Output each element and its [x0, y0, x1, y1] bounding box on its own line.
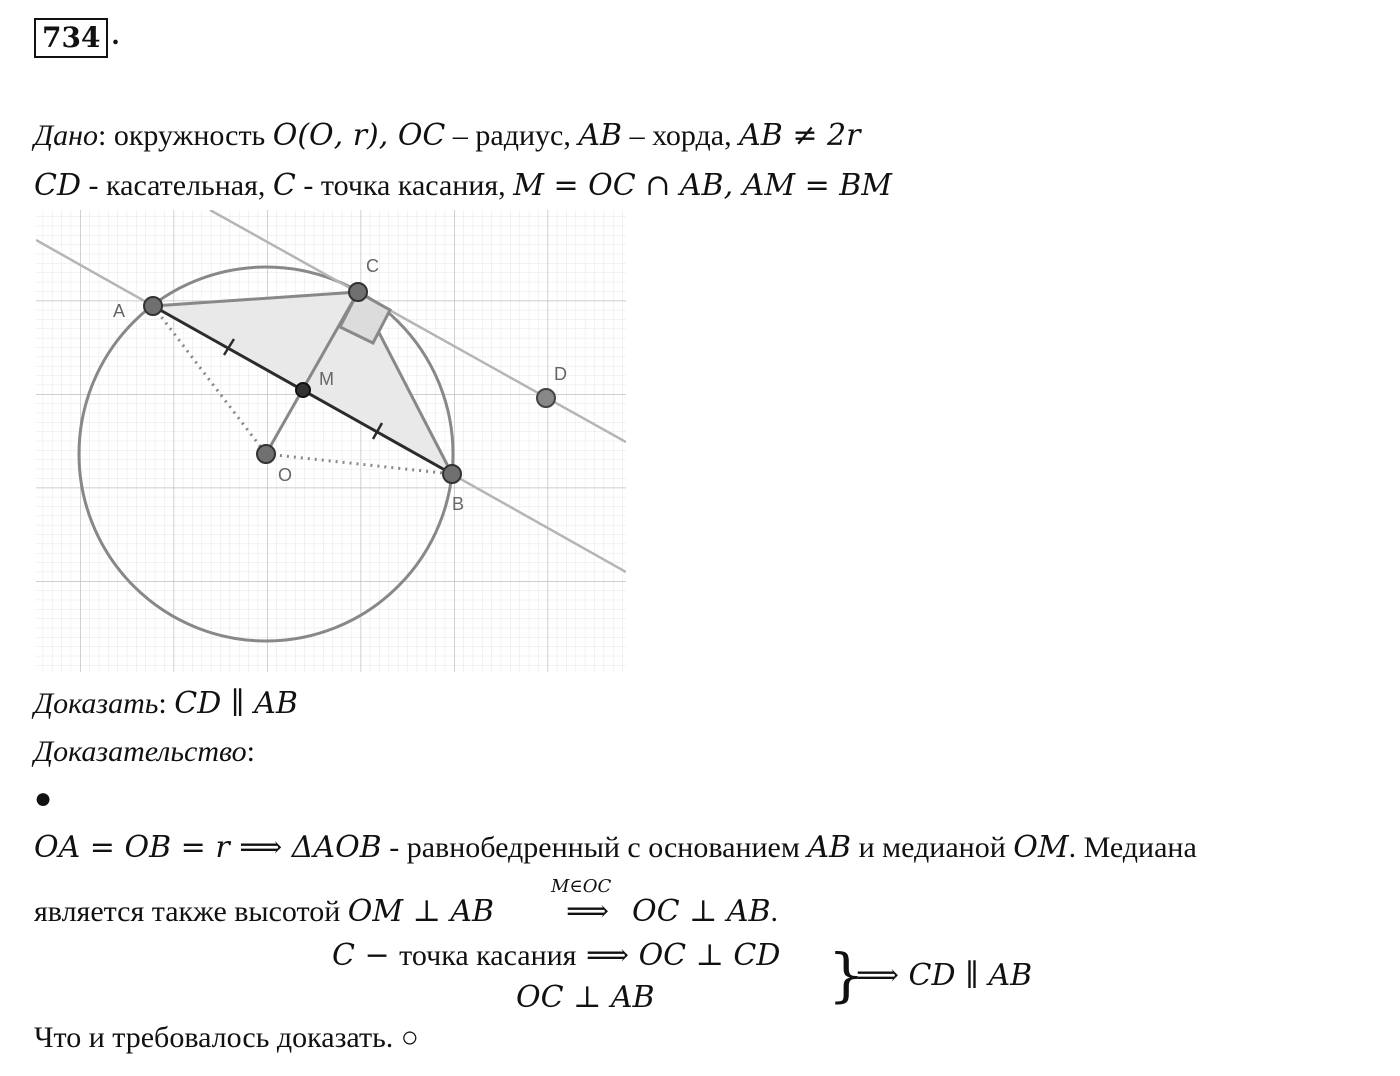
proof-math: 𝐴𝐵: [807, 830, 852, 865]
proof-text: - равнобедренный с основанием: [381, 831, 808, 864]
proof-math: 𝐶 −: [332, 938, 400, 973]
given-text: - касательная,: [81, 169, 273, 202]
proof-text: . Медиана: [1068, 831, 1197, 864]
proof-text: точка касания: [399, 939, 577, 972]
point-b: [443, 465, 461, 483]
bullet: ●: [34, 782, 53, 815]
prove-colon: :: [158, 687, 167, 720]
conclusion: Что и требовалось доказать. ○: [34, 1021, 419, 1054]
point-o: [257, 445, 275, 463]
prove-line: [34, 686, 298, 722]
given-text: – радиус,: [445, 119, 579, 152]
arrow-condition: M∈OC: [551, 876, 612, 897]
proof-math: 𝑂𝐴 = 𝑂𝐵 = 𝑟 ⟹ Δ𝐴𝑂𝐵: [34, 830, 382, 865]
label-a: A: [113, 301, 126, 321]
proof-text-line-1: [34, 830, 1197, 866]
given-math: 𝑀 = 𝑂𝐶 ∩ 𝐴𝐵, 𝐴𝑀 = 𝐵𝑀: [513, 168, 893, 203]
label-c: C: [366, 256, 379, 276]
proof-text: является также высотой: [34, 895, 348, 928]
system-brace: }: [828, 941, 865, 1009]
proof-text-line-2: [34, 894, 494, 930]
system-result: [856, 958, 1032, 994]
given-line-2: [34, 168, 892, 204]
given-math: 𝐴𝐵 ≠ 2𝑟: [739, 118, 861, 153]
label-m: M: [319, 369, 334, 389]
proof-math: 𝑂𝑀: [1013, 830, 1069, 865]
point-d: [537, 389, 555, 407]
geometry-figure: [36, 210, 626, 672]
given-text: - точка касания,: [295, 169, 514, 202]
proof-text-line-2-end: [632, 894, 778, 930]
proof-math: 𝑂𝑀 ⊥ 𝐴𝐵: [347, 894, 495, 929]
given-math: 𝐴𝐵: [578, 118, 623, 153]
label-o: O: [278, 465, 293, 485]
given-math: 𝐶𝐷: [34, 168, 82, 203]
proof-math: ⟹ 𝐶𝐷 ∥ 𝐴𝐵: [856, 958, 1033, 993]
proof-text: .: [770, 895, 779, 928]
label-d: D: [554, 364, 567, 384]
label-b: B: [452, 494, 465, 514]
system-row-1: [332, 938, 780, 974]
given-label: Дано: [34, 119, 98, 152]
proof-text: и медианой: [851, 831, 1014, 864]
prove-statement: 𝐶𝐷 ∥ 𝐴𝐵: [174, 686, 298, 721]
proof-label: Доказательство: [34, 735, 247, 768]
implies-arrow: ⟹: [566, 895, 610, 928]
proof-colon: :: [246, 735, 255, 768]
given-text: – хорда,: [622, 119, 740, 152]
given-line-1: [34, 118, 860, 154]
given-math: 𝐶: [272, 168, 296, 203]
problem-number: 734: [34, 18, 108, 58]
point-a: [144, 297, 162, 315]
given-text: : окружность: [97, 119, 273, 152]
system-row-2: [516, 980, 655, 1016]
point-m: [296, 383, 310, 397]
proof-math: 𝑂𝐶 ⊥ 𝐴𝐵: [632, 894, 771, 929]
prove-label: Доказать: [34, 687, 159, 720]
proof-line: [34, 734, 255, 770]
given-math: 𝑂(𝑂, 𝑟), 𝑂𝐶: [272, 118, 446, 153]
point-c: [349, 283, 367, 301]
problem-number-dot: .: [112, 20, 119, 51]
proof-math: ⟹ 𝑂𝐶 ⊥ 𝐶𝐷: [576, 938, 781, 973]
proof-math: 𝑂𝐶 ⊥ 𝐴𝐵: [516, 980, 655, 1015]
